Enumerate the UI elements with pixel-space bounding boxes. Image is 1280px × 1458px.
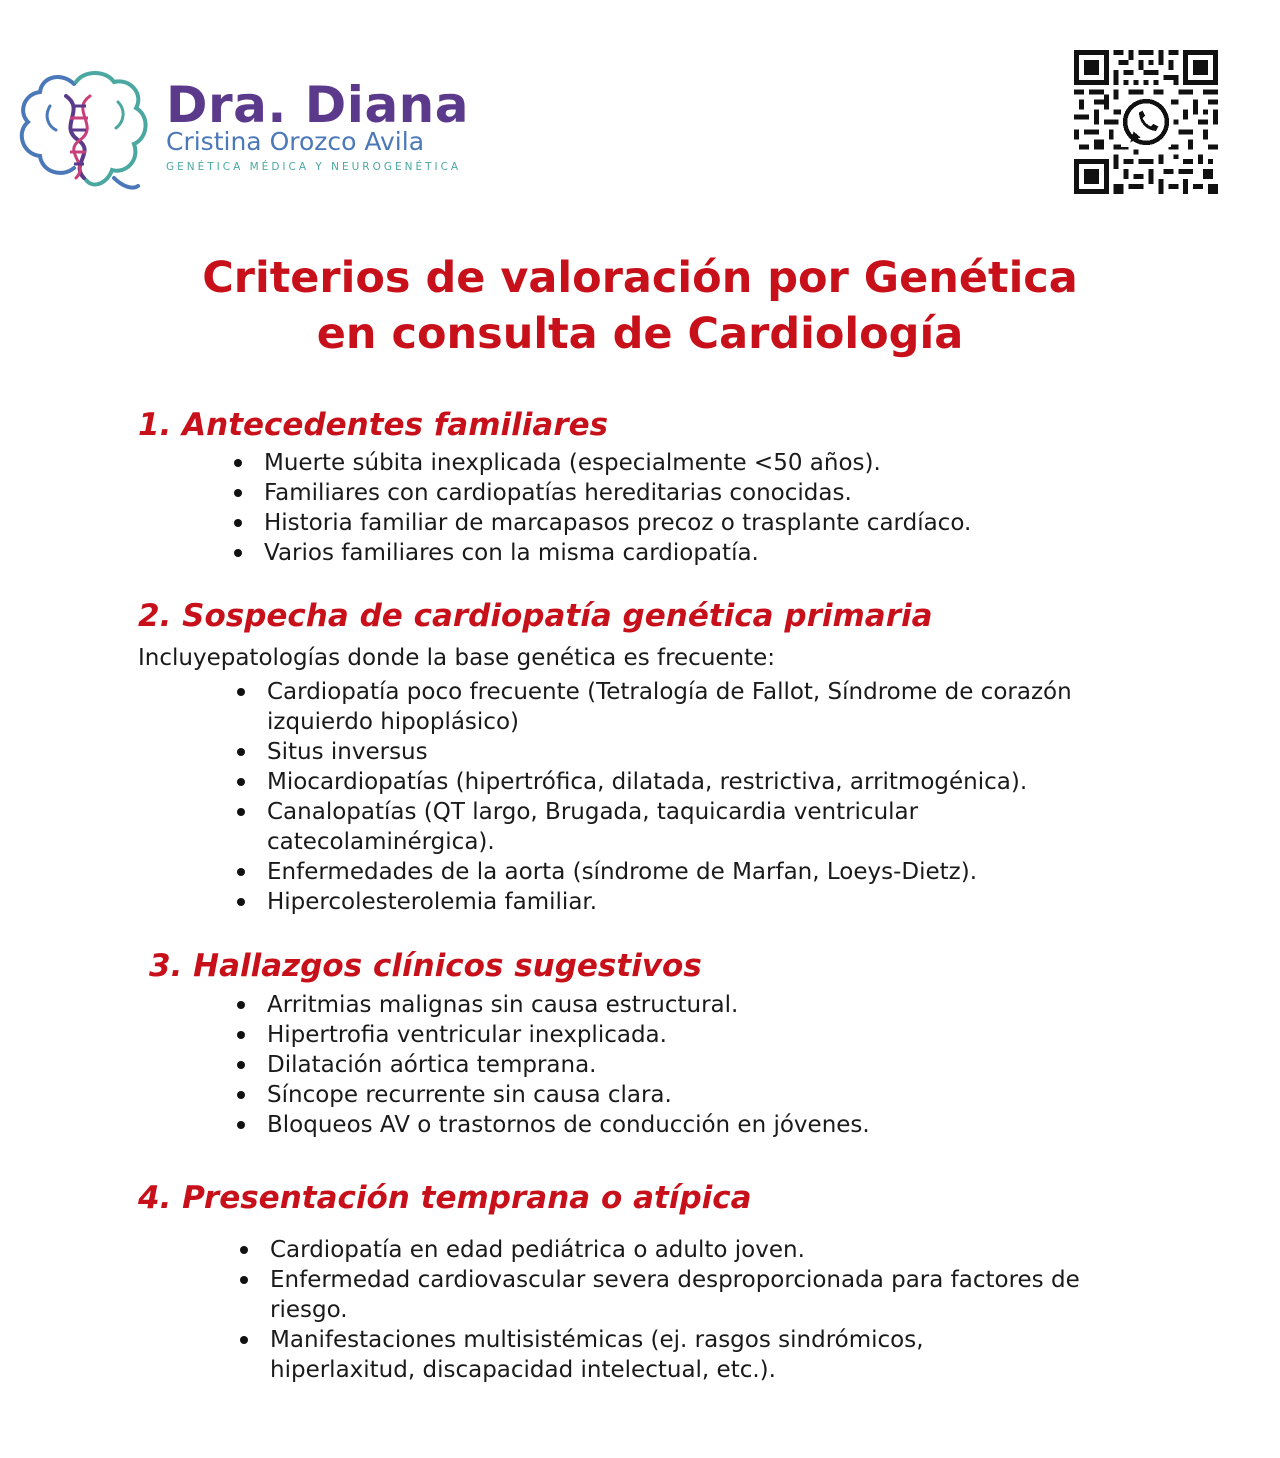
list-item: Canalopatías (QT largo, Brugada, taquicardia ventricular catecolaminérgica). [235,797,1067,857]
list-item: Familiares con cardiopatías hereditarias conocidas. [232,478,1192,508]
section-heading-3: 3. Hallazgos clínicos sugestivos [149,948,702,984]
list-item: Arritmias malignas sin causa estructural. [235,990,1155,1020]
list-item: Cardiopatía en edad pediátrica o adulto joven. [238,1235,1098,1265]
section-heading-1: 1. Antecedentes familiares [138,407,609,443]
page-title [0,250,1280,362]
section-list-3 [235,990,1155,1140]
brand [166,78,469,173]
title-line-2: en consulta de Cardiología [316,309,964,359]
list-item: Bloqueos AV o trastornos de conducción en jóvenes. [235,1110,1155,1140]
title-line-1: Criterios de valoración por Genética [202,253,1078,303]
section-list-1 [232,448,1192,568]
brand-name: Dra. Diana [166,76,470,134]
list-item: Hipertrofia ventricular inexplicada. [235,1020,1155,1050]
list-item: Síncope recurrente sin causa clara. [235,1080,1155,1110]
list-item: Miocardiopatías (hipertrófica, dilatada, restrictiva, arritmogénica). [235,767,1155,797]
list-item: Enfermedades de la aorta (síndrome de Marfan, Loeys-Dietz). [235,857,1155,887]
list-item: Situs inversus [235,737,1155,767]
list-item: Hipercolesterolemia familiar. [235,887,1155,917]
list-item: Historia familiar de marcapasos precoz o trasplante cardíaco. [232,508,1192,538]
list-item: Dilatación aórtica temprana. [235,1050,1155,1080]
section-heading-2: 2. Sospecha de cardiopatía genética primaria [138,598,933,634]
list-item: Cardiopatía poco frecuente (Tetralogía de Fallot, Síndrome de corazón izquierdo hipoplásico) [235,677,1107,737]
list-item: Muerte súbita inexplicada (especialmente <50 años). [232,448,1192,478]
whatsapp-qr-code-icon[interactable] [1074,50,1218,194]
list-item: Enfermedad cardiovascular severa desproporcionada para factores de riesgo. [238,1265,1090,1325]
logo [14,66,474,196]
section-intro-2: Incluyepatologías donde la base genética es frecuente: [138,645,776,671]
section-list-2 [235,677,1155,917]
brain-dna-icon [14,66,164,196]
section-heading-4: 4. Presentación temprana o atípica [138,1180,752,1216]
section-list-4 [238,1235,1098,1385]
brand-tagline: GENÉTICA MÉDICA Y NEUROGENÉTICA [166,161,462,173]
list-item: Varios familiares con la misma cardiopatía. [232,538,1192,568]
brand-subname: Cristina Orozco Avila [166,127,425,156]
list-item: Manifestaciones multisistémicas (ej. rasgos sindrómicos, hiperlaxitud, discapacidad intelectual, etc.). [238,1325,1060,1385]
